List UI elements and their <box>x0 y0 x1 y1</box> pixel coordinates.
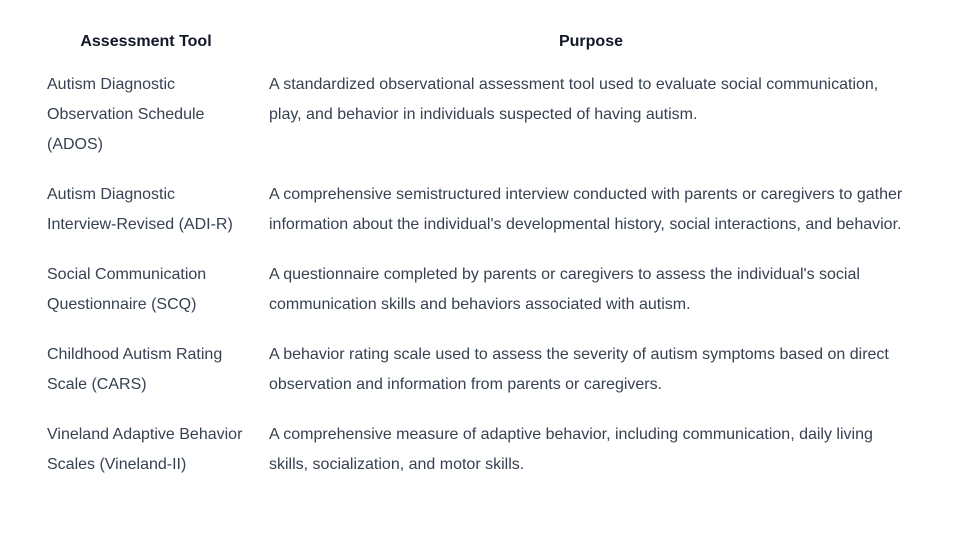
column-header-purpose: Purpose <box>558 33 623 50</box>
purpose-cell: A questionnaire completed by parents or caregivers to assess the individual's social communication skills and behaviors associated with autism. <box>269 266 860 313</box>
purpose-cell: A comprehensive semistructured interview conducted with parents or caregivers to gather information about the individual's developmental history, social interactions, and behavior. <box>269 186 903 233</box>
table-row <box>35 70 925 180</box>
table-body <box>35 70 925 480</box>
tool-name-cell: Autism Diagnostic Observation Schedule (ADOS) <box>47 76 205 153</box>
purpose-cell: A standardized observational assessment tool used to evaluate social communication, play, and behavior in individuals suspected of having autism. <box>269 76 879 123</box>
table-row <box>35 420 925 480</box>
purpose-cell: A behavior rating scale used to assess the severity of autism symptoms based on direct observation and information from parents or caregivers. <box>269 346 889 393</box>
tool-name-cell: Vineland Adaptive Behavior Scales (Vineland-II) <box>47 426 243 473</box>
purpose-cell: A comprehensive measure of adaptive behavior, including communication, daily living skills, socialization, and motor skills. <box>269 426 873 473</box>
table-row <box>35 180 925 260</box>
tool-name-cell: Social Communication Questionnaire (SCQ) <box>47 266 207 313</box>
tool-name-cell: Childhood Autism Rating Scale (CARS) <box>47 346 223 393</box>
tool-name-cell: Autism Diagnostic Interview-Revised (ADI-R) <box>47 186 233 233</box>
table-row <box>35 340 925 420</box>
header-row <box>35 22 925 70</box>
table-header <box>35 22 925 70</box>
table-row <box>35 260 925 340</box>
column-header-assessment-tool: Assessment Tool <box>80 33 212 50</box>
assessment-tools-table <box>35 22 925 480</box>
